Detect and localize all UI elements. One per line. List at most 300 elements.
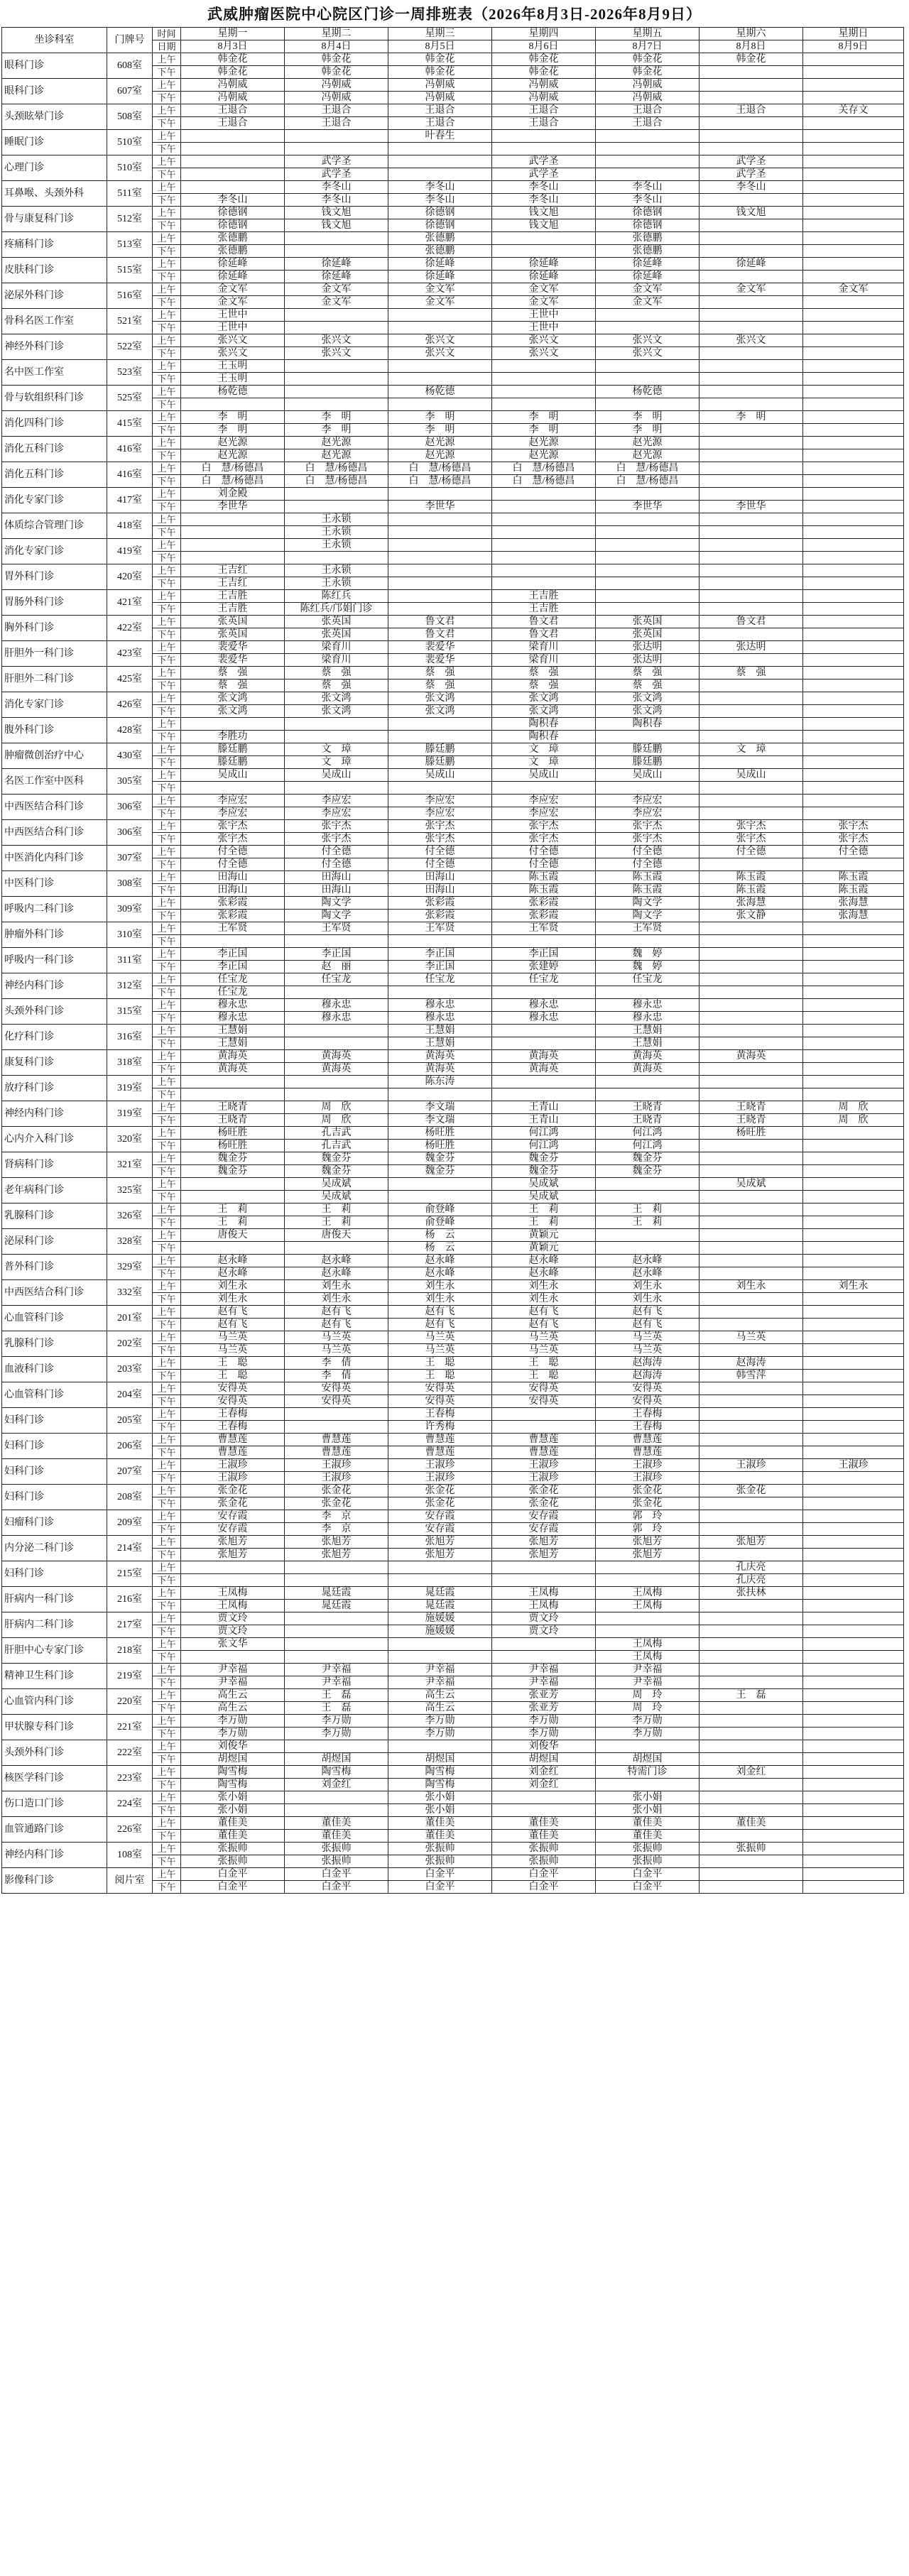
doctor-cell: 尹幸福 [181, 1664, 285, 1676]
doctor-cell: 张振帅 [388, 1843, 492, 1855]
room-number: 309室 [107, 897, 153, 922]
dept-row-am [2, 769, 904, 782]
time-pm: 下午 [153, 1830, 181, 1843]
doctor-cell: 王淑珍 [492, 1459, 596, 1472]
doctor-cell: 王 聪 [492, 1357, 596, 1370]
doctor-cell [803, 386, 904, 398]
doctor-cell [803, 79, 904, 92]
doctor-cell [803, 1395, 904, 1408]
doctor-cell: 张小娟 [388, 1804, 492, 1817]
dept-row-am [2, 334, 904, 347]
doctor-cell: 王晓青 [700, 1101, 803, 1114]
doctor-cell [700, 1037, 803, 1050]
doctor-cell: 张宇杰 [181, 820, 285, 833]
doctor-cell [803, 667, 904, 680]
time-pm: 下午 [153, 1395, 181, 1408]
doctor-cell [803, 1485, 904, 1497]
doctor-cell [285, 1561, 388, 1574]
doctor-cell: 张振帅 [181, 1855, 285, 1868]
dept-row-am [2, 462, 904, 475]
doctor-cell: 刘生永 [181, 1280, 285, 1293]
doctor-cell [803, 1612, 904, 1625]
time-am: 上午 [153, 743, 181, 756]
doctor-cell [181, 130, 285, 143]
doctor-cell: 白金平 [388, 1868, 492, 1881]
doctor-cell: 张宇杰 [596, 820, 700, 833]
doctor-cell: 吴成斌 [492, 1191, 596, 1204]
doctor-cell: 晁廷霞 [388, 1587, 492, 1600]
doctor-cell: 王 莉 [492, 1204, 596, 1216]
doctor-cell [700, 347, 803, 360]
doctor-cell [700, 1523, 803, 1536]
doctor-cell [492, 1651, 596, 1664]
doctor-cell: 陈东涛 [388, 1076, 492, 1088]
dept-name: 耳鼻喉、头颈外科 [2, 181, 107, 207]
doctor-cell: 王淑珍 [596, 1472, 700, 1485]
time-pm: 下午 [153, 1779, 181, 1791]
doctor-cell: 黄海英 [388, 1063, 492, 1076]
doctor-cell: 徐德钢 [388, 219, 492, 232]
doctor-cell [492, 513, 596, 526]
doctor-cell: 张小娟 [181, 1791, 285, 1804]
doctor-cell: 鲁文君 [388, 628, 492, 641]
doctor-cell: 刘生永 [388, 1280, 492, 1293]
doctor-cell: 李世华 [388, 501, 492, 513]
doctor-cell: 王世中 [492, 322, 596, 334]
room-number: 220室 [107, 1689, 153, 1715]
doctor-cell: 张英国 [285, 616, 388, 628]
doctor-cell: 文 璋 [492, 743, 596, 756]
doctor-cell: 王淑珍 [285, 1459, 388, 1472]
doctor-cell [700, 1804, 803, 1817]
doctor-cell [700, 1267, 803, 1280]
dept-name: 中医消化内科门诊 [2, 846, 107, 871]
doctor-cell [803, 424, 904, 437]
doctor-cell: 黄海英 [181, 1063, 285, 1076]
doctor-cell: 付全德 [596, 858, 700, 871]
doctor-cell [492, 1037, 596, 1050]
doctor-cell [492, 143, 596, 155]
time-pm: 下午 [153, 245, 181, 258]
doctor-cell [700, 795, 803, 807]
doctor-cell: 安存霞 [492, 1510, 596, 1523]
doctor-cell: 陈玉霞 [596, 884, 700, 897]
doctor-cell: 王春梅 [181, 1408, 285, 1421]
doctor-cell: 武学圣 [285, 168, 388, 181]
time-am: 上午 [153, 871, 181, 884]
doctor-cell [700, 143, 803, 155]
doctor-cell [181, 1088, 285, 1101]
doctor-cell: 王 莉 [181, 1216, 285, 1229]
doctor-cell: 武学圣 [700, 168, 803, 181]
doctor-cell: 李 明 [700, 411, 803, 424]
dept-name: 中西医结合科门诊 [2, 795, 107, 820]
dept-row-am [2, 1204, 904, 1216]
dept-name: 神经内科门诊 [2, 1101, 107, 1127]
doctor-cell: 赵光源 [285, 437, 388, 449]
date-cell: 8月5日 [388, 40, 492, 53]
room-number: 222室 [107, 1740, 153, 1766]
doctor-cell [803, 1689, 904, 1702]
doctor-cell: 曹慧莲 [285, 1434, 388, 1446]
doctor-cell: 白金平 [285, 1868, 388, 1881]
doctor-cell: 黄海英 [492, 1063, 596, 1076]
doctor-cell [181, 1574, 285, 1587]
doctor-cell: 鲁文君 [492, 616, 596, 628]
doctor-cell [803, 143, 904, 155]
doctor-cell [285, 1612, 388, 1625]
time-am: 上午 [153, 948, 181, 961]
room-number: 508室 [107, 104, 153, 130]
time-am: 上午 [153, 488, 181, 501]
doctor-cell: 李万勋 [596, 1728, 700, 1740]
doctor-cell: 张宇杰 [388, 820, 492, 833]
doctor-cell [700, 373, 803, 386]
doctor-cell: 胡煜国 [285, 1753, 388, 1766]
time-am: 上午 [153, 820, 181, 833]
doctor-cell: 徐延峰 [388, 271, 492, 283]
doctor-cell: 蔡 强 [285, 680, 388, 692]
doctor-cell: 韩金花 [181, 66, 285, 79]
doctor-cell: 魏 婷 [596, 948, 700, 961]
time-am: 上午 [153, 104, 181, 117]
doctor-cell: 任宝龙 [285, 973, 388, 986]
doctor-cell: 李应宏 [492, 795, 596, 807]
doctor-cell: 武学圣 [492, 155, 596, 168]
time-pm: 下午 [153, 219, 181, 232]
doctor-cell: 王 磊 [285, 1702, 388, 1715]
dept-row-am [2, 948, 904, 961]
doctor-cell: 刘金红 [492, 1766, 596, 1779]
time-am: 上午 [153, 1868, 181, 1881]
time-pm: 下午 [153, 1753, 181, 1766]
doctor-cell [285, 1638, 388, 1651]
time-pm: 下午 [153, 271, 181, 283]
doctor-cell [700, 232, 803, 245]
doctor-cell [492, 501, 596, 513]
doctor-cell: 王 聪 [492, 1370, 596, 1382]
doctor-cell: 王吉胜 [492, 590, 596, 603]
doctor-cell: 张旭芳 [285, 1536, 388, 1549]
doctor-cell [700, 322, 803, 334]
doctor-cell: 贾文玲 [181, 1625, 285, 1638]
doctor-cell [388, 986, 492, 999]
doctor-cell: 王世中 [181, 309, 285, 322]
doctor-cell: 马兰英 [285, 1331, 388, 1344]
doctor-cell: 裴爱华 [388, 654, 492, 667]
time-am: 上午 [153, 1561, 181, 1574]
dept-name: 影像科门诊 [2, 1868, 107, 1894]
doctor-cell: 王晓青 [700, 1114, 803, 1127]
doctor-cell: 张振帅 [596, 1843, 700, 1855]
doctor-cell: 王青山 [492, 1114, 596, 1127]
doctor-cell [596, 1561, 700, 1574]
day-header: 星期五 [596, 28, 700, 40]
doctor-cell: 白 慧/杨德昌 [492, 475, 596, 488]
doctor-cell: 蔡 强 [181, 667, 285, 680]
dept-name: 泌尿科门诊 [2, 1229, 107, 1255]
dept-name: 消化五科门诊 [2, 437, 107, 462]
doctor-cell: 白金平 [181, 1868, 285, 1881]
room-number: 332室 [107, 1280, 153, 1306]
dept-name: 消化五科门诊 [2, 462, 107, 488]
doctor-cell: 高生云 [181, 1689, 285, 1702]
doctor-cell: 张振帅 [492, 1855, 596, 1868]
doctor-cell: 赵光源 [492, 437, 596, 449]
doctor-cell [492, 935, 596, 948]
doctor-cell: 张文鸿 [492, 705, 596, 718]
dept-name: 核医学科门诊 [2, 1766, 107, 1791]
dept-name: 呼吸内一科门诊 [2, 948, 107, 973]
doctor-cell: 许秀梅 [388, 1421, 492, 1434]
doctor-cell: 张兴文 [388, 334, 492, 347]
doctor-cell: 白金平 [492, 1868, 596, 1881]
doctor-cell [803, 1191, 904, 1204]
doctor-cell: 李冬山 [388, 181, 492, 194]
doctor-cell: 张文鸿 [181, 692, 285, 705]
doctor-cell: 高生云 [181, 1702, 285, 1715]
time-pm: 下午 [153, 1855, 181, 1868]
doctor-cell: 王 磊 [700, 1689, 803, 1702]
doctor-cell: 金文军 [700, 283, 803, 296]
doctor-cell: 陈玉霞 [596, 871, 700, 884]
doctor-cell: 李万勋 [388, 1728, 492, 1740]
doctor-cell [803, 1753, 904, 1766]
doctor-cell: 赵有飞 [492, 1319, 596, 1331]
room-number: 216室 [107, 1587, 153, 1612]
day-header: 星期二 [285, 28, 388, 40]
doctor-cell: 张文鸿 [388, 692, 492, 705]
dept-name: 胃外科门诊 [2, 564, 107, 590]
doctor-cell: 赵 丽 [285, 961, 388, 973]
doctor-cell [181, 181, 285, 194]
doctor-cell [596, 513, 700, 526]
room-number: 515室 [107, 258, 153, 283]
doctor-cell: 梁育川 [492, 654, 596, 667]
doctor-cell: 白金平 [388, 1881, 492, 1894]
dept-row-am [2, 53, 904, 66]
doctor-cell: 穆永忠 [596, 1012, 700, 1025]
room-number: 516室 [107, 283, 153, 309]
doctor-cell: 滕廷鹏 [181, 743, 285, 756]
doctor-cell [596, 1779, 700, 1791]
doctor-cell [700, 1779, 803, 1791]
doctor-cell [700, 1791, 803, 1804]
doctor-cell [596, 731, 700, 743]
doctor-cell [388, 360, 492, 373]
time-header: 时间 [153, 28, 181, 40]
doctor-cell [700, 1076, 803, 1088]
doctor-cell: 曹慧莲 [388, 1434, 492, 1446]
doctor-cell [803, 1766, 904, 1779]
doctor-cell [803, 53, 904, 66]
doctor-cell [700, 1319, 803, 1331]
doctor-cell: 陶雪梅 [285, 1766, 388, 1779]
time-pm: 下午 [153, 1191, 181, 1204]
doctor-cell: 胡煜国 [492, 1753, 596, 1766]
doctor-cell [803, 628, 904, 641]
doctor-cell [700, 360, 803, 373]
doctor-cell: 张文鸿 [388, 705, 492, 718]
doctor-cell: 张振帅 [700, 1843, 803, 1855]
doctor-cell [700, 731, 803, 743]
doctor-cell: 胡煜国 [388, 1753, 492, 1766]
doctor-cell: 王淑珍 [700, 1459, 803, 1472]
time-pm: 下午 [153, 1881, 181, 1894]
doctor-cell [803, 1625, 904, 1638]
dept-row-am [2, 1485, 904, 1497]
doctor-cell [700, 1625, 803, 1638]
doctor-cell: 张旭芳 [181, 1549, 285, 1561]
doctor-cell: 周 欣 [285, 1114, 388, 1127]
doctor-cell [803, 1843, 904, 1855]
doctor-cell: 白金平 [285, 1881, 388, 1894]
doctor-cell: 曹慧莲 [492, 1446, 596, 1459]
doctor-cell [388, 1561, 492, 1574]
doctor-cell [181, 1076, 285, 1088]
dept-name: 神经外科门诊 [2, 334, 107, 360]
dept-name: 妇瘤科门诊 [2, 1510, 107, 1536]
dept-name: 胃肠外科门诊 [2, 590, 107, 616]
doctor-cell: 张旭芳 [492, 1549, 596, 1561]
dept-row-am [2, 922, 904, 935]
doctor-cell: 王退合 [596, 104, 700, 117]
doctor-cell [700, 1753, 803, 1766]
doctor-cell: 金文军 [596, 296, 700, 309]
dept-row-am [2, 641, 904, 654]
time-am: 上午 [153, 1485, 181, 1497]
doctor-cell: 吴成山 [596, 769, 700, 782]
dept-row-am [2, 1459, 904, 1472]
time-pm: 下午 [153, 1651, 181, 1664]
doctor-cell [596, 1076, 700, 1088]
doctor-cell: 魏金芬 [181, 1152, 285, 1165]
doctor-cell [388, 590, 492, 603]
doctor-cell: 魏金芬 [181, 1165, 285, 1178]
doctor-cell [596, 1191, 700, 1204]
room-number: 316室 [107, 1025, 153, 1050]
doctor-cell: 黄颖元 [492, 1242, 596, 1255]
doctor-cell [700, 564, 803, 577]
doctor-cell [285, 1791, 388, 1804]
doctor-cell: 张文鸿 [596, 692, 700, 705]
time-pm: 下午 [153, 1804, 181, 1817]
doctor-cell: 张旭芳 [388, 1536, 492, 1549]
room-number: 204室 [107, 1382, 153, 1408]
doctor-cell: 王春梅 [388, 1408, 492, 1421]
doctor-cell [700, 1510, 803, 1523]
doctor-cell: 文 璋 [700, 743, 803, 756]
doctor-cell [388, 539, 492, 552]
doctor-cell: 白 慧/杨德昌 [181, 475, 285, 488]
doctor-cell [803, 616, 904, 628]
doctor-cell [285, 935, 388, 948]
doctor-cell [803, 181, 904, 194]
dept-name: 心血管科门诊 [2, 1306, 107, 1331]
time-pm: 下午 [153, 731, 181, 743]
doctor-cell: 付全德 [181, 846, 285, 858]
doctor-cell: 安得英 [181, 1395, 285, 1408]
doctor-cell: 魏 婷 [596, 961, 700, 973]
doctor-cell: 张海慧 [803, 897, 904, 910]
doctor-cell: 李万勋 [181, 1728, 285, 1740]
doctor-cell: 马兰英 [596, 1344, 700, 1357]
doctor-cell [803, 1715, 904, 1728]
doctor-cell: 金文军 [181, 296, 285, 309]
doctor-cell [285, 309, 388, 322]
doctor-cell: 李应宏 [388, 807, 492, 820]
doctor-cell [700, 1612, 803, 1625]
doctor-cell: 王春梅 [596, 1408, 700, 1421]
doctor-cell: 鲁文君 [388, 616, 492, 628]
doctor-cell: 张振帅 [596, 1855, 700, 1868]
doctor-cell: 陈玉霞 [492, 884, 596, 897]
doctor-cell: 徐德钢 [181, 207, 285, 219]
doctor-cell: 白金平 [596, 1881, 700, 1894]
doctor-cell [803, 795, 904, 807]
room-number: 319室 [107, 1076, 153, 1101]
dept-row-am [2, 309, 904, 322]
time-pm: 下午 [153, 1600, 181, 1612]
doctor-cell [181, 935, 285, 948]
dept-row-am [2, 1638, 904, 1651]
doctor-cell [596, 309, 700, 322]
doctor-cell: 冯朝威 [492, 92, 596, 104]
doctor-cell: 付全德 [803, 846, 904, 858]
doctor-cell: 徐德钢 [181, 219, 285, 232]
doctor-cell [803, 552, 904, 564]
time-pm: 下午 [153, 628, 181, 641]
doctor-cell: 赵永峰 [285, 1267, 388, 1280]
doctor-cell: 刘生永 [285, 1293, 388, 1306]
doctor-cell [700, 680, 803, 692]
doctor-cell: 王 莉 [596, 1216, 700, 1229]
dept-row-am [2, 871, 904, 884]
doctor-cell: 黄海英 [596, 1050, 700, 1063]
doctor-cell: 张小娟 [181, 1804, 285, 1817]
doctor-cell: 杨旺胜 [181, 1140, 285, 1152]
doctor-cell [492, 782, 596, 795]
doctor-cell [700, 245, 803, 258]
doctor-cell [803, 1791, 904, 1804]
doctor-cell [803, 1830, 904, 1843]
doctor-cell: 韩金花 [492, 66, 596, 79]
doctor-cell [803, 539, 904, 552]
doctor-cell: 尹幸福 [285, 1664, 388, 1676]
time-am: 上午 [153, 769, 181, 782]
doctor-cell [700, 1728, 803, 1740]
time-am: 上午 [153, 1204, 181, 1216]
doctor-cell [285, 1574, 388, 1587]
doctor-cell: 付全德 [492, 846, 596, 858]
doctor-cell [700, 1472, 803, 1485]
doctor-cell: 李万勋 [285, 1728, 388, 1740]
doctor-cell: 田海山 [285, 884, 388, 897]
doctor-cell: 王永锁 [285, 526, 388, 539]
doctor-cell: 王晓青 [596, 1101, 700, 1114]
doctor-cell: 张小娟 [596, 1791, 700, 1804]
doctor-cell: 马兰英 [181, 1344, 285, 1357]
doctor-cell: 王永锁 [285, 564, 388, 577]
time-pm: 下午 [153, 1574, 181, 1587]
doctor-cell [596, 539, 700, 552]
doctor-cell: 滕廷鹏 [181, 756, 285, 769]
doctor-cell [803, 1600, 904, 1612]
doctor-cell: 钱文旭 [492, 219, 596, 232]
doctor-cell: 魏金芬 [492, 1165, 596, 1178]
doctor-cell: 白 慧/杨德昌 [181, 462, 285, 475]
doctor-cell [700, 1830, 803, 1843]
